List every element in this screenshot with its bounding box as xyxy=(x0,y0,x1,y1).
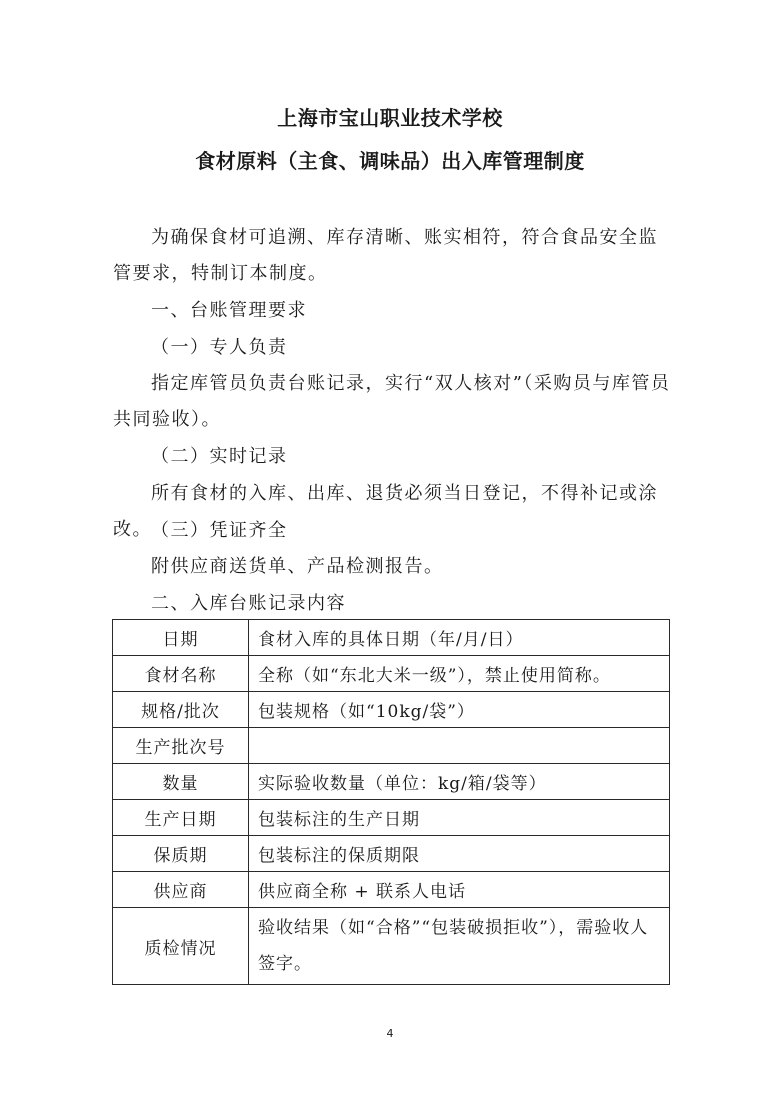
table-row xyxy=(113,728,670,764)
field-description: 包装标注的生产日期 xyxy=(249,800,670,836)
table-row xyxy=(113,800,670,836)
table-row xyxy=(113,620,670,656)
field-description: 全称（如“东北大米一级”），禁止使用简称。 xyxy=(249,656,670,692)
table-row xyxy=(113,692,670,728)
field-description: 食材入库的具体日期（年/月/日） xyxy=(249,620,670,656)
subsection-2-text: 所有食材的入库、出库、退货必须当日登记，不得补记或涂改。 xyxy=(113,483,658,540)
table-row xyxy=(113,764,670,800)
field-description: 包装标注的保质期限 xyxy=(249,836,670,872)
field-label: 生产日期 xyxy=(113,800,249,836)
ledger-fields-table xyxy=(112,619,670,985)
subsection-1-heading: （一）专人负责 xyxy=(151,337,288,358)
field-label: 保质期 xyxy=(113,836,249,872)
table-row xyxy=(113,656,670,692)
table-row xyxy=(113,908,670,985)
field-label: 日期 xyxy=(113,620,249,656)
field-label: 质检情况 xyxy=(113,908,249,985)
document-title: 食材原料（主食、调味品）出入库管理制度 xyxy=(195,149,585,173)
intro-paragraph: 为确保食材可追溯、库存清晰、账实相符，符合食品安全监管要求，特制订本制度。 xyxy=(113,227,658,284)
subsection-2-heading: （二）实时记录 xyxy=(151,446,288,467)
field-description: 包装规格（如“10kg/袋”） xyxy=(249,692,670,728)
field-description xyxy=(249,728,670,764)
field-label: 数量 xyxy=(113,764,249,800)
subsection-3-heading: （三）凭证齐全 xyxy=(151,520,288,541)
subsection-1-text: 指定库管员负责台账记录，实行“双人核对”（采购员与库管员共同验收）。 xyxy=(113,373,671,430)
field-description: 供应商全称 + 联系人电话 xyxy=(249,872,670,908)
section-1-heading: 一、台账管理要求 xyxy=(151,300,307,321)
table-row xyxy=(113,872,670,908)
subsection-3-text: 附供应商送货单、产品检测报告。 xyxy=(151,556,444,577)
page-number: 4 xyxy=(386,1027,394,1040)
field-description: 验收结果（如“合格”“包装破损拒收”），需验收人签字。 xyxy=(249,908,670,985)
field-label: 供应商 xyxy=(113,872,249,908)
table-row xyxy=(113,836,670,872)
field-description: 实际验收数量（单位：kg/箱/袋等） xyxy=(249,764,670,800)
school-name: 上海市宝山职业技术学校 xyxy=(277,106,503,130)
field-label: 食材名称 xyxy=(113,656,249,692)
field-label: 规格/批次 xyxy=(113,692,249,728)
field-label: 生产批次号 xyxy=(113,728,249,764)
section-2-heading: 二、入库台账记录内容 xyxy=(151,593,346,614)
